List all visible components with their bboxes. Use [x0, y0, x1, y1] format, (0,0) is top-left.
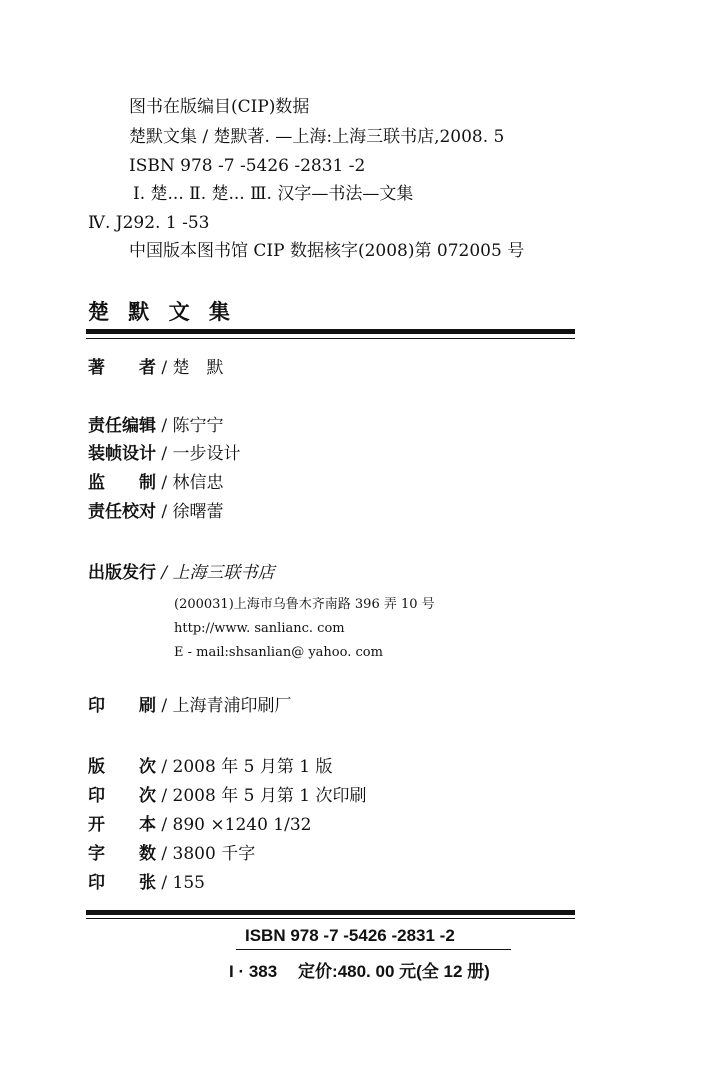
staff-label: 装帧设计	[88, 444, 156, 464]
staff-label: 监 制	[88, 473, 156, 493]
footer-rule-thick	[86, 910, 575, 915]
price-value: 480. 00 元(全 12 册)	[337, 962, 490, 981]
publisher-email: E - mail:shsanlian@ yahoo. com	[174, 645, 383, 660]
spec-label: 开 本	[88, 815, 156, 835]
publisher-value: / 上海三联书店	[161, 563, 275, 583]
author-label: 著 者	[88, 358, 156, 378]
spec-label: 印 张	[88, 873, 156, 893]
author-value: / 楚 默	[161, 358, 224, 378]
staff-row	[88, 444, 241, 464]
spec-value: / 2008 年 5 月第 1 次印刷	[161, 786, 367, 806]
spec-row	[88, 757, 332, 777]
staff-value: / 林信忠	[161, 473, 224, 493]
spec-label: 版 次	[88, 757, 156, 777]
spec-label: 字 数	[88, 844, 156, 864]
staff-label: 责任编辑	[88, 416, 156, 436]
cip-line-record: 中国版本图书馆 CIP 数据核字(2008)第 072005 号	[129, 241, 525, 261]
staff-row	[88, 416, 224, 436]
spec-row	[88, 844, 255, 864]
publisher-website: http://www. sanlianc. com	[174, 621, 345, 636]
footer-price-line	[229, 957, 490, 982]
spec-value: / 890 ×1240 1/32	[161, 815, 312, 835]
staff-row	[88, 502, 224, 522]
cip-line-isbn: ISBN 978 -7 -5426 -2831 -2	[129, 156, 366, 176]
author-row	[88, 358, 224, 378]
isbn-underline	[236, 949, 511, 950]
spec-value: / 155	[161, 873, 205, 893]
price-label: 定价:	[298, 962, 338, 981]
staff-value: / 一步设计	[161, 444, 241, 464]
cip-heading: 图书在版编目(CIP)数据	[129, 97, 310, 117]
staff-value: / 徐曙蕾	[161, 502, 224, 522]
printer-row	[88, 696, 292, 716]
spec-row	[88, 786, 366, 806]
cip-line-title: 楚默文集 / 楚默著. —上海:上海三联书店,2008. 5	[129, 127, 505, 147]
printer-label: 印 刷	[88, 696, 156, 716]
title-rule-thin	[86, 338, 575, 339]
spec-row	[88, 873, 205, 893]
printer-value: / 上海青浦印刷厂	[161, 696, 292, 716]
cip-line-subjects: Ⅰ. 楚... Ⅱ. 楚... Ⅲ. 汉字—书法—文集	[133, 184, 414, 204]
book-title: 楚 默 文 集	[88, 300, 236, 324]
staff-row	[88, 473, 224, 493]
title-rule-thick	[86, 329, 575, 334]
spec-label: 印 次	[88, 786, 156, 806]
spec-value: / 2008 年 5 月第 1 版	[161, 757, 333, 777]
footer-isbn: ISBN 978 -7 -5426 -2831 -2	[245, 926, 455, 945]
publisher-address: (200031)上海市乌鲁木齐南路 396 弄 10 号	[174, 597, 435, 612]
footer-rule-thin	[86, 918, 575, 919]
cip-line-classification: Ⅳ. J292. 1 -53	[88, 213, 210, 233]
publisher-row	[88, 563, 275, 583]
spec-value: / 3800 千字	[161, 844, 256, 864]
classification-number: I · 383	[229, 962, 278, 981]
spec-row	[88, 815, 311, 835]
staff-value: / 陈宁宁	[161, 416, 224, 436]
publisher-label: 出版发行	[88, 563, 156, 583]
staff-label: 责任校对	[88, 502, 156, 522]
